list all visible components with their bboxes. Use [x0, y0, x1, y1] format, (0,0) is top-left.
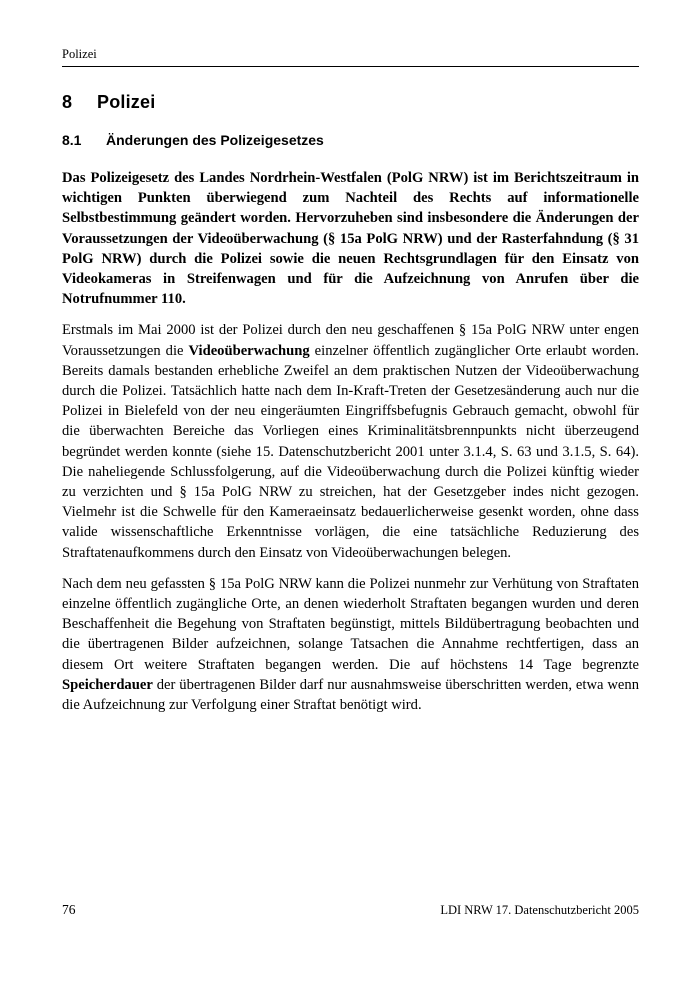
lead-paragraph: Das Polizeigesetz des Landes Nordrhein-Westfalen (PolG NRW) ist im Berichtszeitraum in wichtigen Punkten überwiegend zum Nachteil des Rechts auf informationelle Selbstbestimmung geändert worden. Hervorzuheben sind insbesondere die Änderungen der Voraussetzungen der Videoüberwachung (§ 15a PolG NRW) und der Rasterfahndung (§ 31 PolG NRW) durch die Polizei sowie die neuen Rechtsgrundlagen für den Einsatz von Videokameras in Streifenwagen und für die Aufzeichnung von Anrufen über die Notrufnummer 110.: [62, 170, 639, 308]
footer-source: LDI NRW 17. Datenschutzbericht 2005: [440, 903, 639, 917]
bold-term-videoueberwachung: Videoüberwachung: [188, 342, 310, 359]
page-footer: [62, 902, 639, 918]
paragraph-text: der übertragenen Bilder darf nur ausnahmsweise überschritten werden, etwa wenn die Aufzeichnung zur Verfolgung einer Straftat benötigt wird.: [62, 676, 639, 714]
chapter-number: 8: [62, 92, 73, 112]
page-content: [62, 0, 639, 715]
paragraph-speicherdauer: [62, 574, 639, 715]
paragraph-videoueberwachung: [62, 320, 639, 562]
section-heading: [62, 132, 639, 148]
section-number: 8.1: [62, 132, 82, 148]
paragraph-text: Erstmals im Mai 2000 ist der Polizei durch den neu geschaffenen § 15a PolG NRW unter engen Voraussetzungen die: [62, 322, 639, 359]
section-title: Änderungen des Polizeigesetzes: [106, 132, 324, 148]
chapter-title: Polizei: [97, 92, 156, 112]
paragraph-text: Nach dem neu gefassten § 15a PolG NRW kann die Polizei nunmehr zur Verhütung von Straftaten einzelne öffentlich zugängliche Orte, an denen wiederholt Straftaten begangen wurden und deren Beschaffenheit die Begehung von Straftaten begünstigt, mittels Bildübertragung beobachten und die übertragenen Bilder aufzeichnen, solange Tatsachen die Annahme rechtfertigen, dass an diesem Ort weitere Straftaten begangen werden. Die auf höchstens 14 Tage begrenzte: [62, 575, 639, 673]
page-number: 76: [62, 902, 76, 917]
chapter-heading: [62, 92, 639, 113]
bold-term-speicherdauer: Speicherdauer: [62, 676, 153, 693]
paragraph-text: einzelner öffentlich zugänglicher Orte erlaubt worden. Bereits damals bestanden erhebliche Zweifel an dem praktischen Nutzen der Videoüberwachung durch die Polizei. Tatsächlich hatte nach dem In-Kraft-Treten der Gesetzesänderung auch nur die Polizei in Bielefeld von der neu eingeräumten Eingriffsbefugnis Gebrauch gemacht, obwohl für die überwachten Bereiche das Vorliegen eines Kriminalitätsbrennpunkts nicht überzeugend begründet werden konnte (siehe 15. Datenschutzbericht 2001 unter 3.1.4, S. 63 und 3.1.5, S. 64). Die naheliegende Schlussfolgerung, auf die Videoüberwachung durch die Polizei künftig wieder zu verzichten und § 15a PolG NRW zu streichen, hat der Gesetzgeber indes nicht gezogen. Vielmehr ist die Schwelle für den Kameraeinsatz bedauerlicherweise gesenkt worden, ohne dass valide wissenschaftliche Erkenntnisse vorlägen, die eine tatsächliche Reduzierung des Straftatenaufkommens durch den Einsatz von Videoüberwachungen belegen.: [62, 342, 640, 561]
running-header: Polizei: [62, 47, 639, 67]
